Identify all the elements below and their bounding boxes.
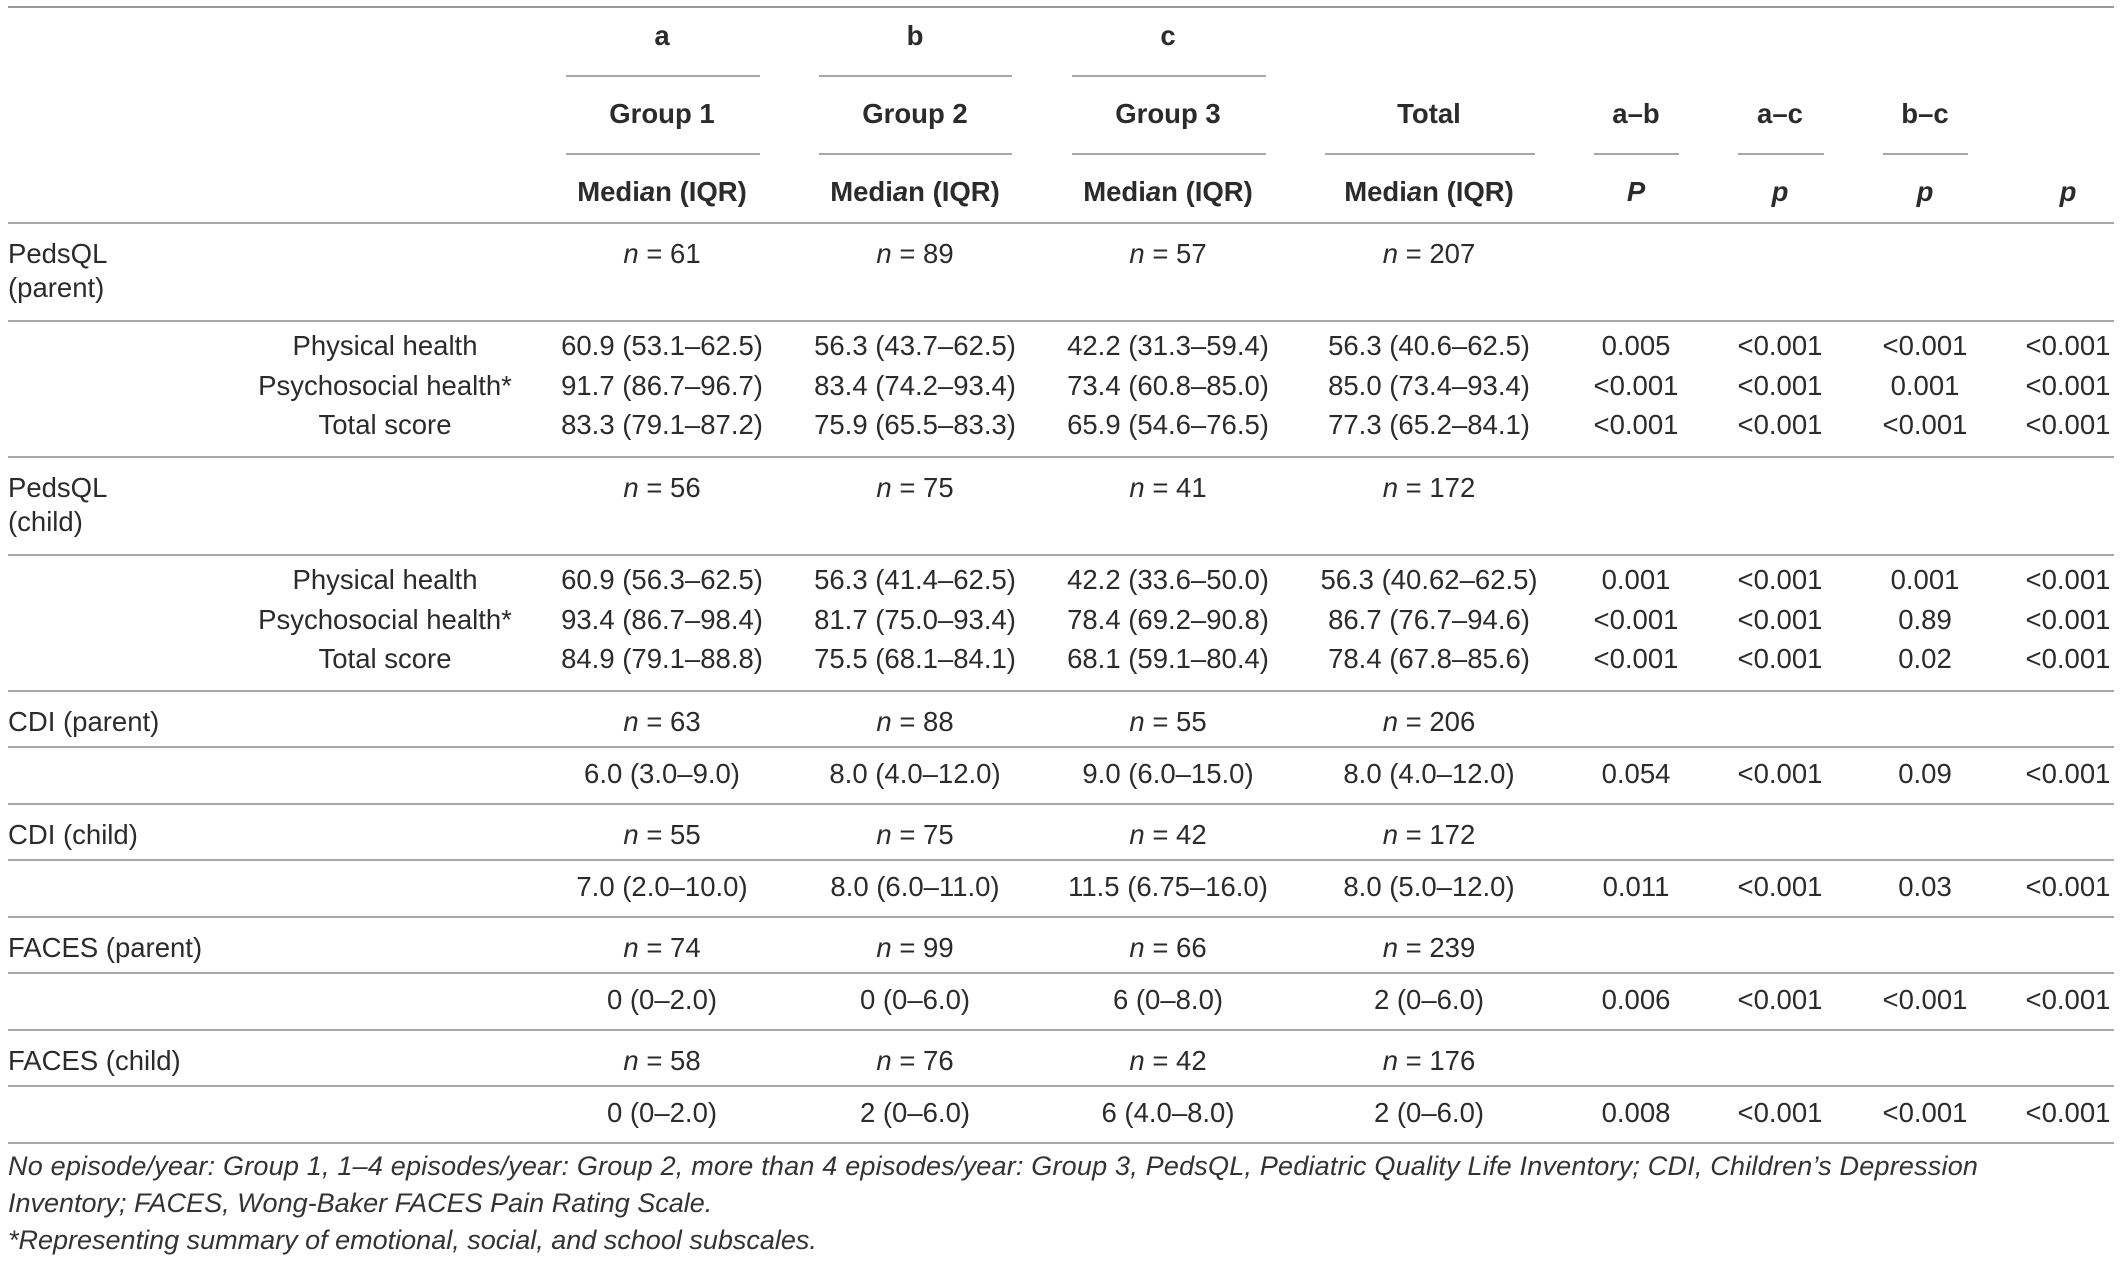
- n-symbol: n: [876, 932, 892, 963]
- n-value: = 89: [891, 238, 954, 269]
- sample-size: [1129, 930, 1206, 966]
- median-value: 68.1 (59.1–80.4): [1067, 643, 1269, 674]
- sample-size: [1383, 704, 1476, 740]
- section-count-rule: [8, 859, 2114, 861]
- header-group-3: Group 3: [1115, 98, 1221, 129]
- n-value: = 55: [1144, 706, 1207, 737]
- n-value: = 172: [1398, 472, 1476, 503]
- p-value: <0.001: [1737, 758, 1823, 789]
- median-text: Medi: [1344, 176, 1407, 207]
- median-value: 78.4 (67.8–85.6): [1328, 643, 1530, 674]
- median-text: Medi: [577, 176, 640, 207]
- n-symbol: n: [1382, 1045, 1399, 1076]
- median-text: Medi: [830, 176, 893, 207]
- header-group-2: Group 2: [862, 98, 968, 129]
- p-value: <0.001: [1882, 1097, 1968, 1128]
- median-value: 8.0 (4.0–12.0): [1343, 758, 1515, 789]
- iqr-text: (IQR): [1177, 176, 1253, 207]
- p-value: 0.001: [1890, 369, 1960, 401]
- section-label-sub: (child): [8, 506, 83, 537]
- n-symbol: n: [876, 238, 892, 269]
- group-underline: [1325, 153, 1535, 155]
- n-value: = 61: [638, 238, 701, 269]
- p-value: <0.001: [1737, 369, 1823, 401]
- median-value: 83.4 (74.2–93.4): [814, 369, 1016, 401]
- n-value: = 75: [891, 819, 954, 850]
- n-symbol: n: [1382, 932, 1399, 963]
- n-symbol: n: [876, 706, 892, 737]
- sample-size: [623, 470, 700, 506]
- sample-size: [1129, 1043, 1206, 1079]
- p-value: <0.001: [1737, 1097, 1823, 1128]
- measure-label: Psychosocial health*: [258, 369, 512, 401]
- measure-label: Total score: [318, 643, 452, 674]
- n-symbol: n: [623, 706, 639, 737]
- median-italic: a: [639, 176, 656, 207]
- n-symbol: n: [1382, 238, 1399, 269]
- sample-size: [1129, 470, 1206, 506]
- header-group-4: Total: [1397, 98, 1461, 129]
- sample-size: [1129, 704, 1206, 740]
- p-value: <0.001: [2025, 409, 2111, 440]
- n-value: = 42: [1144, 1045, 1207, 1076]
- n-value: = 66: [1144, 932, 1207, 963]
- median-text: n: [908, 176, 925, 207]
- p-value: <0.001: [1593, 603, 1679, 635]
- n-value: = 239: [1398, 932, 1476, 963]
- n-value: = 57: [1144, 238, 1207, 269]
- measure-label: Psychosocial health*: [258, 603, 512, 635]
- p-value: 0.02: [1898, 643, 1952, 674]
- sample-size: [1383, 817, 1476, 853]
- sample-size: [1129, 236, 1206, 272]
- sample-size: [1383, 930, 1476, 966]
- median-value: 75.5 (68.1–84.1): [814, 643, 1016, 674]
- p-value: 0.008: [1601, 1097, 1671, 1128]
- median-value: 8.0 (4.0–12.0): [829, 758, 1001, 789]
- p-value: 0.03: [1898, 871, 1952, 902]
- p-value: <0.001: [1737, 871, 1823, 902]
- header-comparison: b–c: [1901, 98, 1949, 129]
- sample-size: [1129, 817, 1206, 853]
- table-top-rule: [8, 6, 2114, 8]
- sample-size: [876, 817, 953, 853]
- section-bottom-rule: [8, 1142, 2114, 1144]
- sample-size: [876, 470, 953, 506]
- sample-size: [623, 704, 700, 740]
- n-symbol: n: [1382, 472, 1399, 503]
- median-value: 56.3 (40.6–62.5): [1328, 330, 1530, 361]
- group-underline: [566, 153, 760, 155]
- median-iqr-header: [1344, 174, 1514, 210]
- sample-size: [1383, 1043, 1476, 1079]
- median-value: 6 (0–8.0): [1112, 984, 1224, 1015]
- median-text: n: [1161, 176, 1178, 207]
- sample-size: [1383, 236, 1476, 272]
- p-value: <0.001: [1593, 409, 1679, 440]
- n-symbol: n: [623, 238, 639, 269]
- section-label: CDI (child): [8, 819, 138, 850]
- median-value: 9.0 (6.0–15.0): [1082, 758, 1254, 789]
- n-symbol: n: [1129, 706, 1145, 737]
- letter-underline: [566, 75, 760, 77]
- p-value: <0.001: [1882, 984, 1968, 1015]
- median-value: 0 (0–2.0): [606, 1097, 718, 1128]
- median-value: 2 (0–6.0): [859, 1097, 971, 1128]
- footnote-abbreviations: No episode/year: Group 1, 1–4 episodes/year: Group 2, more than 4 episodes/year: Group 3, PedsQL, Pediatric Quality Life Inventory; CDI, Children’s Depression: [8, 1151, 1979, 1181]
- median-value: 11.5 (6.75–16.0): [1068, 871, 1268, 902]
- n-value: = 55: [638, 819, 701, 850]
- p-value: <0.001: [1882, 409, 1968, 440]
- iqr-text: (IQR): [671, 176, 747, 207]
- median-value: 78.4 (69.2–90.8): [1067, 603, 1269, 635]
- section-label: PedsQL: [8, 472, 108, 503]
- iqr-text: (IQR): [1438, 176, 1514, 207]
- median-value: 93.4 (86.7–98.4): [561, 603, 763, 635]
- median-text: n: [1422, 176, 1439, 207]
- p-value: <0.001: [1593, 369, 1679, 401]
- median-iqr-header: [830, 174, 1000, 210]
- median-value: 86.7 (76.7–94.6): [1328, 603, 1530, 635]
- group-underline: [1072, 153, 1266, 155]
- section-count-rule: [8, 1085, 2114, 1087]
- section-label: CDI (parent): [8, 706, 160, 737]
- sample-size: [876, 930, 953, 966]
- p-value: <0.001: [2025, 643, 2111, 674]
- letter-underline: [819, 75, 1012, 77]
- group-underline: [1594, 153, 1679, 155]
- sample-size: [1383, 470, 1476, 506]
- group-underline: [1738, 153, 1824, 155]
- section-count-rule: [8, 320, 2114, 322]
- footnote-asterisk: *Representing summary of emotional, social, and school subscales.: [8, 1225, 817, 1255]
- median-value: 60.9 (53.1–62.5): [561, 330, 763, 361]
- n-value: = 88: [891, 706, 954, 737]
- p-value: <0.001: [2025, 330, 2111, 361]
- median-value: 56.3 (43.7–62.5): [814, 330, 1016, 361]
- p-value: 0.011: [1602, 871, 1670, 902]
- n-value: = 56: [638, 472, 701, 503]
- p-value: 0.89: [1898, 603, 1952, 635]
- median-text: Medi: [1083, 176, 1146, 207]
- median-value: 8.0 (6.0–11.0): [830, 871, 1000, 902]
- median-value: 56.3 (40.62–62.5): [1320, 564, 1538, 595]
- median-value: 42.2 (33.6–50.0): [1067, 564, 1269, 595]
- section-label: PedsQL: [8, 238, 108, 269]
- iqr-text: (IQR): [924, 176, 1000, 207]
- median-text: n: [655, 176, 672, 207]
- n-value: = 74: [638, 932, 701, 963]
- p-value: 0.054: [1601, 758, 1671, 789]
- header-comparison: a–b: [1612, 98, 1660, 129]
- n-symbol: n: [876, 1045, 892, 1076]
- median-value: 42.2 (31.3–59.4): [1067, 330, 1269, 361]
- median-value: 6.0 (3.0–9.0): [584, 758, 740, 789]
- n-symbol: n: [1129, 819, 1145, 850]
- section-label: FACES (child): [8, 1045, 181, 1076]
- median-iqr-header: [577, 174, 747, 210]
- p-value: 0.001: [1601, 564, 1671, 595]
- section-bottom-rule: [8, 1029, 2114, 1031]
- sample-size: [876, 1043, 953, 1079]
- p-value: <0.001: [2025, 984, 2111, 1015]
- median-value: 65.9 (54.6–76.5): [1067, 409, 1269, 440]
- header-comparison: a–c: [1757, 98, 1803, 129]
- p-value: <0.001: [1593, 643, 1679, 674]
- section-label-sub: (parent): [8, 272, 105, 303]
- header-letter: a: [654, 20, 670, 51]
- n-value: = 58: [638, 1045, 701, 1076]
- median-value: 73.4 (60.8–85.0): [1067, 369, 1269, 401]
- median-value: 7.0 (2.0–10.0): [576, 871, 748, 902]
- n-symbol: n: [1129, 1045, 1145, 1076]
- n-value: = 63: [638, 706, 701, 737]
- letter-underline: [1072, 75, 1266, 77]
- p-value: 0.001: [1890, 564, 1960, 595]
- section-count-rule: [8, 972, 2114, 974]
- header-letter: b: [906, 20, 924, 51]
- section-label: FACES (parent): [8, 932, 203, 963]
- n-value: = 76: [891, 1045, 954, 1076]
- n-value: = 176: [1398, 1045, 1476, 1076]
- median-value: 2 (0–6.0): [1373, 1097, 1485, 1128]
- n-symbol: n: [1129, 472, 1145, 503]
- section-bottom-rule: [8, 456, 2114, 458]
- median-value: 77.3 (65.2–84.1): [1328, 409, 1530, 440]
- n-symbol: n: [876, 819, 892, 850]
- n-value: = 75: [891, 472, 954, 503]
- n-symbol: n: [1382, 706, 1399, 737]
- median-italic: a: [892, 176, 909, 207]
- group-underline: [819, 153, 1012, 155]
- n-symbol: n: [876, 472, 892, 503]
- header-p-label: p: [1916, 176, 1934, 207]
- p-value: <0.001: [1737, 643, 1823, 674]
- median-value: 91.7 (86.7–96.7): [561, 369, 763, 401]
- median-value: 60.9 (56.3–62.5): [561, 564, 763, 595]
- footnote-abbreviations-cont: Inventory; FACES, Wong-Baker FACES Pain Rating Scale.: [8, 1188, 713, 1218]
- n-symbol: n: [1382, 819, 1399, 850]
- median-value: 8.0 (5.0–12.0): [1343, 871, 1515, 902]
- header-p-label: p: [1771, 176, 1789, 207]
- median-italic: a: [1145, 176, 1162, 207]
- p-value: 0.005: [1601, 330, 1671, 361]
- section-bottom-rule: [8, 803, 2114, 805]
- median-value: 0 (0–2.0): [606, 984, 718, 1015]
- n-value: = 207: [1398, 238, 1476, 269]
- n-value: = 172: [1398, 819, 1476, 850]
- section-bottom-rule: [8, 690, 2114, 692]
- p-value: 0.09: [1898, 758, 1952, 789]
- p-value: <0.001: [1737, 603, 1823, 635]
- measure-label: Physical health: [292, 564, 478, 595]
- p-value: <0.001: [1882, 330, 1968, 361]
- section-count-rule: [8, 554, 2114, 556]
- group-underline: [1883, 153, 1968, 155]
- header-letter: c: [1160, 20, 1176, 51]
- median-value: 0 (0–6.0): [859, 984, 971, 1015]
- section-bottom-rule: [8, 916, 2114, 918]
- measure-label: Physical health: [292, 330, 478, 361]
- header-bottom-rule: [8, 222, 2114, 224]
- header-p-label: P: [1626, 176, 1646, 207]
- p-value: <0.001: [2025, 871, 2111, 902]
- p-value: <0.001: [1737, 330, 1823, 361]
- p-value: <0.001: [2025, 1097, 2111, 1128]
- median-value: 85.0 (73.4–93.4): [1328, 369, 1530, 401]
- median-italic: a: [1406, 176, 1423, 207]
- n-value: = 42: [1144, 819, 1207, 850]
- n-symbol: n: [623, 819, 639, 850]
- sample-size: [623, 1043, 700, 1079]
- median-value: 81.7 (75.0–93.4): [814, 603, 1016, 635]
- sample-size: [623, 817, 700, 853]
- median-value: 56.3 (41.4–62.5): [814, 564, 1016, 595]
- median-value: 75.9 (65.5–83.3): [814, 409, 1016, 440]
- median-value: 84.9 (79.1–88.8): [561, 643, 763, 674]
- p-value: <0.001: [1737, 984, 1823, 1015]
- p-value: 0.006: [1601, 984, 1671, 1015]
- sample-size: [876, 236, 953, 272]
- n-symbol: n: [623, 472, 639, 503]
- median-value: 6 (4.0–8.0): [1101, 1097, 1235, 1128]
- p-value: <0.001: [2025, 369, 2111, 401]
- sample-size: [623, 236, 700, 272]
- n-value: = 41: [1144, 472, 1207, 503]
- n-symbol: n: [1129, 238, 1145, 269]
- header-group-1: Group 1: [609, 98, 715, 129]
- median-iqr-header: [1083, 174, 1253, 210]
- n-symbol: n: [623, 1045, 639, 1076]
- header-p-label: p: [2059, 176, 2077, 207]
- n-value: = 206: [1398, 706, 1476, 737]
- sample-size: [876, 704, 953, 740]
- n-symbol: n: [1129, 932, 1145, 963]
- section-count-rule: [8, 746, 2114, 748]
- n-symbol: n: [623, 932, 639, 963]
- p-value: <0.001: [2025, 603, 2111, 635]
- measure-label: Total score: [318, 409, 452, 440]
- p-value: <0.001: [2025, 564, 2111, 595]
- median-value: 2 (0–6.0): [1373, 984, 1485, 1015]
- sample-size: [623, 930, 700, 966]
- p-value: <0.001: [1737, 564, 1823, 595]
- p-value: <0.001: [2025, 758, 2111, 789]
- n-value: = 99: [891, 932, 954, 963]
- p-value: <0.001: [1737, 409, 1823, 440]
- median-value: 83.3 (79.1–87.2): [561, 409, 763, 440]
